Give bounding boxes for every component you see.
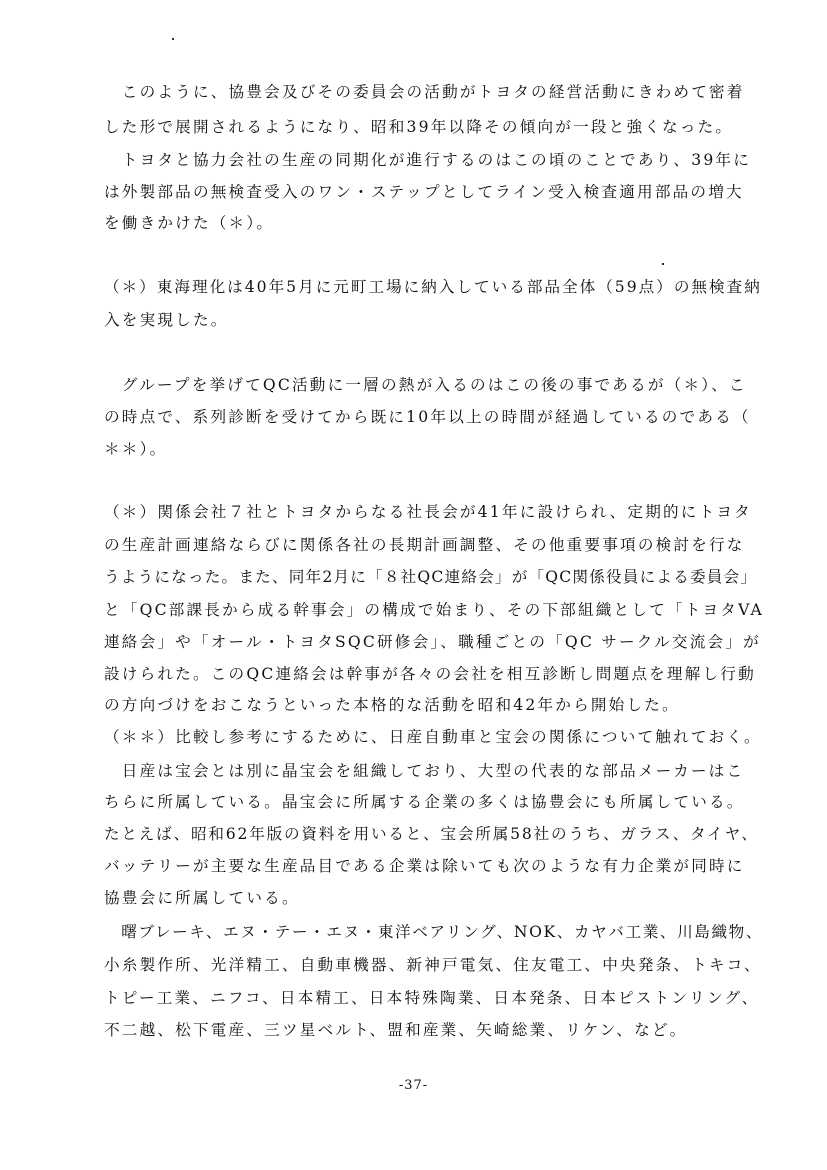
text-line: このように、協豊会及びその委員会の活動がトヨタの経営活動にきわめて密着 [104, 83, 745, 101]
footnote-line: （＊＊）比較し参考にするために、日産自動車と宝会の関係について触れておく。 [104, 728, 762, 746]
text-line: トヨタと協力会社の生産の同期化が進行するのはこの頃のことであり、39年に [104, 151, 752, 169]
footnote-line: （＊）東海理化は40年5月に元町工場に納入している部品全体（59点）の無検査納 [104, 278, 762, 296]
footnote-line: （＊）関係会社７社とトヨタからなる社長会が41年に設けられ、定期的にトヨタ [104, 503, 752, 521]
footnote-line: ちらに所属している。晶宝会に所属する企業の多くは協豊会にも所属している。 [104, 793, 745, 811]
footnote-line: 協豊会に所属している。 [104, 889, 300, 907]
footnote-line: の方向づけをおこなうといった本格的な活動を昭和42年から開始した。 [104, 696, 680, 714]
text-line: の時点で、系列診断を受けてから既に10年以上の時間が経過しているのである（ [104, 408, 751, 426]
company-list-line: 曙ブレーキ、エヌ・テー・エヌ・東洋ベアリング、NOK、カヤバ工業、川島織物、 [104, 923, 764, 941]
text-line: した形で展開されるようになり、昭和39年以降その傾向が一段と強くなった。 [104, 118, 734, 136]
scan-speck [172, 38, 174, 40]
footnote-line: 入を実現した。 [104, 311, 229, 329]
footnote-line: と「QC部課長から成る幹事会」の構成で始まり、その下部組織として「トヨタVA [104, 601, 764, 619]
footnote-line: うようになった。また、同年2月に「８社QC連絡会」が「QC関係役員による委員会」 [104, 568, 758, 586]
footnote-line: 日産は宝会とは別に晶宝会を組織しており、大型の代表的な部品メーカーはこ [104, 762, 745, 780]
company-list-line: トピー工業、ニフコ、日本精工、日本特殊陶業、日本発条、日本ピストンリング、 [104, 989, 760, 1007]
text-line: ＊＊）。 [104, 440, 168, 458]
footnote-line: 設けられた。このQC連絡会は幹事が各々の会社を相互診断し問題点を理解し行動 [104, 665, 756, 683]
company-list-line: 小糸製作所、光洋精工、自動車機器、新神戸電気、住友電工、中央発条、トキコ、 [104, 956, 762, 974]
page-number: -37- [398, 1078, 429, 1093]
footnote-line: の生産計画連絡ならびに関係各社の長期計画調整、その他重要事項の検討を行な [104, 536, 745, 554]
footnote-line: 連絡会」や「オール・トヨタSQC研修会」、職種ごとの「QC サークル交流会」が [104, 633, 761, 651]
text-line: は外製部品の無検査受入のワン・ステップとしてライン受入検査適用部品の増大 [104, 183, 744, 201]
footnote-line: たとえば、昭和62年版の資料を用いると、宝会所属58社のうち、ガラス、タイヤ、 [104, 825, 759, 843]
text-line: グループを挙げてQC活動に一層の熱が入るのはこの後の事であるが（＊）、こ [104, 376, 747, 394]
text-line: を働きかけた（＊）。 [104, 214, 275, 232]
footnote-line: バッテリーが主要な生産品目である企業は除いても次のような有力企業が同時に [104, 857, 745, 875]
company-list-line: 不二越、松下電産、三ツ星ベルト、盟和産業、矢崎総業、リケン、など。 [104, 1021, 688, 1039]
scan-speck [662, 263, 664, 265]
